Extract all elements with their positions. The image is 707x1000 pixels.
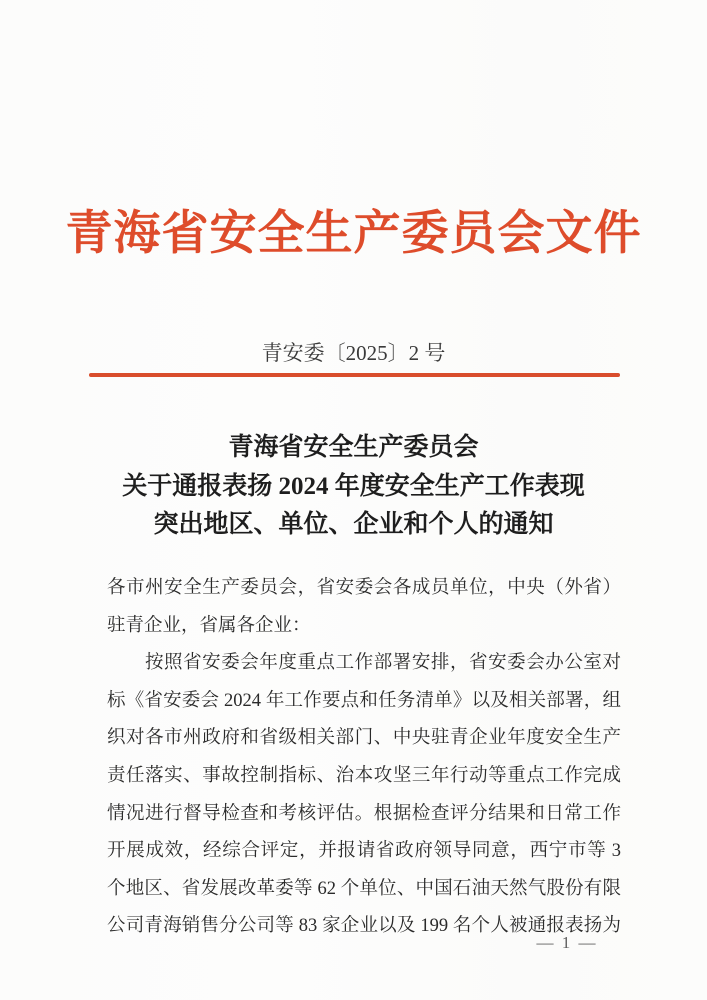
body-line-paragraph: 责任落实、事故控制指标、治本攻坚三年行动等重点工作完成 [107,765,621,786]
body-line-paragraph: 公司青海销售分公司等 83 家企业以及 199 名个人被通报表扬为 [107,916,621,937]
document-title-line-3: 突出地区、单位、企业和个人的通知 [153,511,554,538]
document-letterhead: 青海省安全生产委员会文件 [65,208,642,260]
body-line-paragraph: 标《省安委会 2024 年工作要点和任务清单》以及相关部署，组 [107,690,621,711]
body-line-paragraph: 开展成效，经综合评定，并报请省政府领导同意，西宁市等 3 [107,841,621,862]
body-line-paragraph: 情况进行督导检查和考核评估。根据检查评分结果和日常工作 [107,803,621,824]
body-line-salutation: 各市州安全生产委员会，省安委会各成员单位，中央（外省） [107,578,621,598]
document-title-line-2: 关于通报表扬 2024 年度安全生产工作表现 [122,472,585,500]
document-number: 青安委〔2025〕2 号 [261,341,446,365]
document-title [0,429,707,545]
document-title-line-1: 青海省安全生产委员会 [228,434,479,461]
body-line-salutation-end: 驻青企业，省属各企业： [107,615,311,636]
body-line-paragraph: 织对各市州政府和省级相关部门、中央驻青企业年度安全生产 [107,728,621,749]
document-body [107,570,621,946]
page-number: — 1 — [536,933,598,952]
body-line-paragraph: 个地区、省发展改革委等 62 个单位、中国石油天然气股份有限 [107,878,621,899]
body-line-paragraph: 按照省安委会年度重点工作部署安排，省安委会办公室对 [145,653,621,674]
red-divider-rule [89,373,620,377]
